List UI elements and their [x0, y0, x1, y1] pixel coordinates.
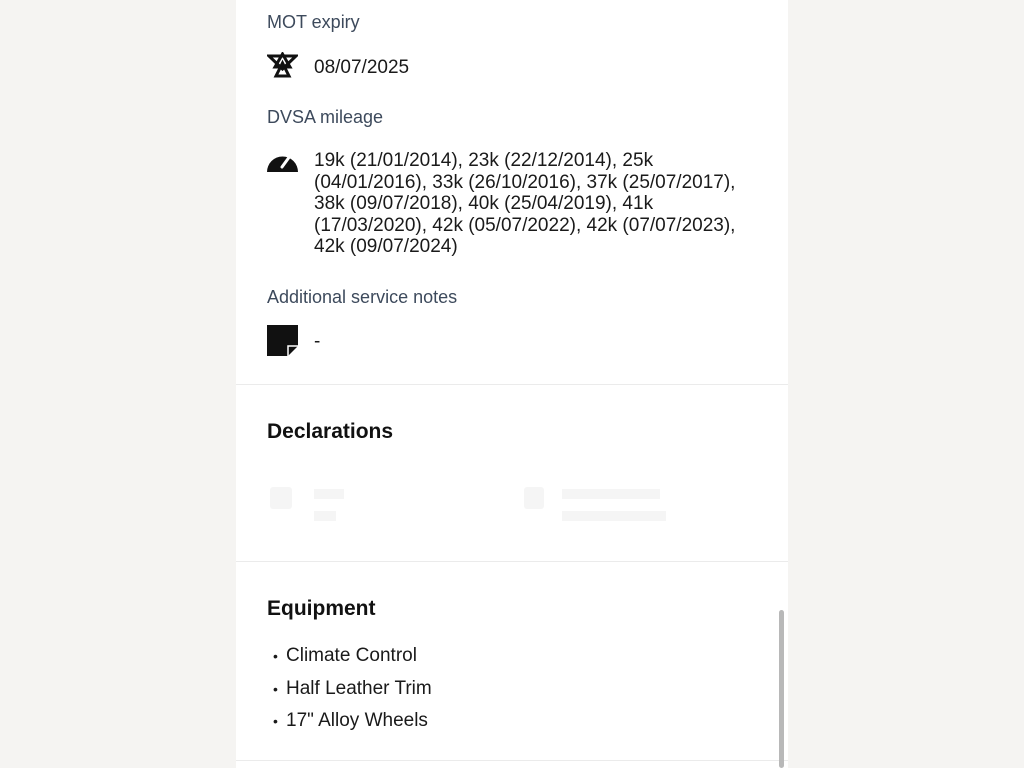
speedometer-icon — [267, 147, 298, 178]
dvsa-mileage-value — [314, 150, 754, 258]
mileage-line: 19k (21/01/2014), 23k (22/12/2014), 25k — [314, 150, 654, 171]
service-history-section — [236, 0, 788, 384]
additional-notes-value: - — [314, 331, 321, 352]
equipment-item — [267, 640, 432, 673]
dvsa-mileage-label: DVSA mileage — [267, 107, 384, 127]
declaration-placeholder-text — [314, 489, 344, 499]
mileage-line: 38k (09/07/2018), 40k (25/04/2019), 41k — [314, 193, 654, 215]
declarations-title: Declarations — [267, 420, 394, 443]
equipment-item-label: Half Leather Trim — [286, 677, 432, 699]
vertical-scrollbar[interactable] — [779, 610, 784, 768]
sticky-note-icon — [267, 325, 298, 356]
bullet-icon: • — [273, 648, 278, 664]
equipment-item-label: 17" Alloy Wheels — [286, 710, 428, 731]
declaration-placeholder-icon — [270, 487, 292, 509]
bullet-icon: • — [273, 680, 278, 697]
mot-expiry-value: 08/07/2025 — [314, 57, 410, 78]
mileage-line: (17/03/2020), 42k (05/07/2022), 42k (07/07/2023), — [314, 214, 736, 236]
equipment-section — [236, 561, 788, 760]
mot-expiry-label: MOT expiry — [267, 12, 360, 32]
equipment-item — [267, 673, 432, 706]
declaration-placeholder-text — [562, 511, 666, 521]
declaration-placeholder-text — [314, 511, 336, 521]
equipment-list — [267, 640, 432, 738]
equipment-item-label: Climate Control — [286, 645, 417, 666]
declaration-placeholder-text — [562, 489, 660, 499]
next-section — [236, 760, 788, 768]
equipment-item — [267, 705, 432, 738]
equipment-title: Equipment — [267, 597, 376, 620]
mot-triangles-icon — [267, 52, 298, 83]
mileage-line: (04/01/2016), 33k (26/10/2016), 37k (25/07/2017), — [314, 171, 736, 193]
bullet-icon: • — [273, 713, 278, 729]
additional-notes-label: Additional service notes — [267, 287, 458, 307]
declarations-section — [236, 384, 788, 561]
declaration-placeholder-icon — [524, 487, 544, 509]
vehicle-details-panel — [236, 0, 788, 768]
mileage-line: 42k (09/07/2024) — [314, 236, 458, 258]
